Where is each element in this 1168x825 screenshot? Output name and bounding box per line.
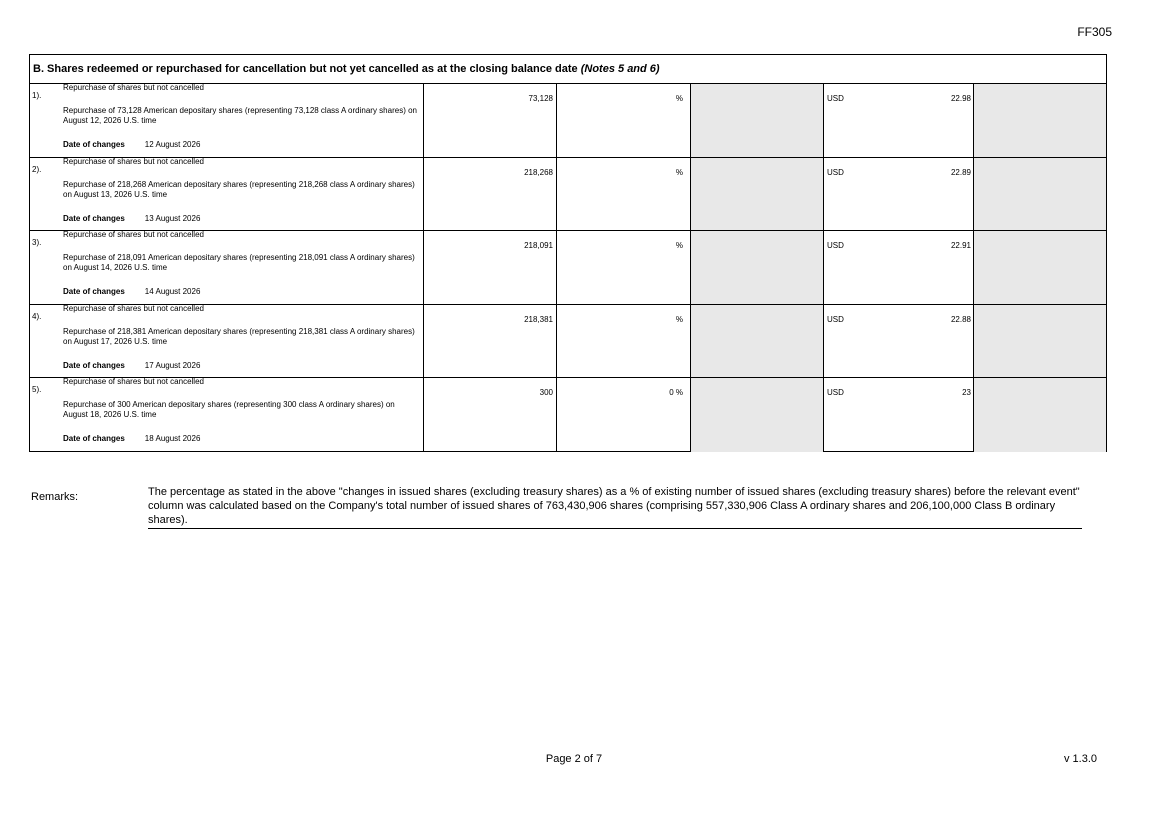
- price-value: 22.89: [950, 167, 971, 177]
- share-count: 218,268: [524, 167, 553, 177]
- date-of-changes: [63, 140, 200, 149]
- price-cell: [824, 231, 974, 304]
- date-of-changes: [63, 361, 200, 370]
- price-cell: [824, 305, 974, 378]
- price-value: 22.88: [950, 314, 971, 324]
- date-label: Date of changes: [63, 287, 125, 296]
- change-type: Repurchase of shares but not cancelled: [63, 303, 204, 313]
- shaded-cell: [974, 305, 1106, 378]
- date-label: Date of changes: [63, 434, 125, 443]
- currency: USD: [827, 314, 844, 324]
- percent-cell: [557, 305, 691, 378]
- share-count-cell: [424, 158, 557, 231]
- price-value: 22.98: [950, 94, 971, 103]
- percent-value: %: [675, 241, 683, 250]
- description-cell: [30, 305, 424, 378]
- share-count-cell: [424, 378, 557, 452]
- share-count-cell: [424, 231, 557, 304]
- section-title-text: B. Shares redeemed or repurchased for cancellation but not yet cancelled as at the closing balance date: [33, 63, 581, 75]
- share-count-cell: [424, 305, 557, 378]
- change-type: Repurchase of shares but not cancelled: [63, 83, 204, 92]
- row-index: 3).: [32, 238, 42, 247]
- shaded-cell: [691, 158, 824, 231]
- currency: USD: [827, 388, 844, 397]
- date-of-changes: [63, 434, 200, 443]
- date-of-changes: [63, 214, 200, 223]
- date-label: Date of changes: [63, 140, 125, 149]
- price-cell: [824, 158, 974, 231]
- shaded-cell: [691, 84, 824, 157]
- currency: USD: [827, 167, 844, 177]
- repurchase-section: [29, 54, 1107, 452]
- row-index: 1).: [32, 91, 42, 100]
- description-cell: [30, 158, 424, 231]
- date-label: Date of changes: [63, 213, 125, 223]
- change-detail: Repurchase of 218,091 American depositary shares (representing 218,091 class A ordinary shares) on August 14, 2026 U.S. time: [63, 253, 415, 272]
- row-index: 5).: [32, 385, 42, 394]
- price-cell: [824, 378, 974, 452]
- date-label: Date of changes: [63, 360, 125, 370]
- change-type: Repurchase of shares but not cancelled: [63, 156, 204, 166]
- price-value: 22.91: [950, 241, 971, 250]
- page-number: Page 2 of 7: [545, 753, 603, 765]
- row-index: 4).: [32, 311, 42, 321]
- version-label: v 1.3.0: [1063, 753, 1097, 765]
- price-value: 23: [962, 388, 971, 397]
- remarks-label: Remarks:: [31, 491, 79, 503]
- shaded-cell: [691, 305, 824, 378]
- change-detail: Repurchase of 300 American depositary shares (representing 300 class A ordinary shares) on August 18, 2026 U.S. time: [63, 400, 395, 419]
- section-title: [30, 55, 1106, 84]
- shaded-cell: [974, 231, 1106, 304]
- shaded-cell: [974, 378, 1106, 452]
- date-value: 18 August 2026: [144, 434, 201, 443]
- form-code: FF305: [1077, 25, 1112, 39]
- table-row: [30, 305, 1106, 379]
- percent-value: %: [675, 314, 683, 324]
- percent-cell: [557, 378, 691, 452]
- change-type: Repurchase of shares but not cancelled: [63, 377, 204, 386]
- shaded-cell: [974, 158, 1106, 231]
- change-detail: Repurchase of 218,381 American depositary shares (representing 218,381 class A ordinary shares) on August 17, 2026 U.S. time: [63, 326, 415, 346]
- table-row: [30, 158, 1106, 232]
- share-count-cell: [424, 84, 557, 157]
- row-index: 2).: [32, 164, 42, 174]
- shaded-cell: [691, 231, 824, 304]
- change-detail: Repurchase of 73,128 American depositary shares (representing 73,128 class A ordinary shares) on August 12, 2026 U.S. time: [63, 106, 417, 125]
- date-value: 17 August 2026: [144, 360, 201, 370]
- table-row: [30, 231, 1106, 305]
- share-count: 218,381: [524, 314, 553, 324]
- date-value: 14 August 2026: [144, 287, 201, 296]
- date-value: 12 August 2026: [144, 140, 201, 149]
- share-count: 300: [539, 388, 553, 397]
- description-cell: [30, 231, 424, 304]
- table-row: [30, 378, 1106, 452]
- description-cell: [30, 84, 424, 157]
- price-cell: [824, 84, 974, 157]
- currency: USD: [827, 94, 844, 103]
- percent-cell: [557, 231, 691, 304]
- percent-value: 0 %: [669, 388, 683, 397]
- section-title-notes: (Notes 5 and 6): [580, 63, 660, 75]
- table-row: [30, 84, 1106, 158]
- share-count: 73,128: [528, 94, 553, 103]
- percent-cell: [557, 158, 691, 231]
- percent-cell: [557, 84, 691, 157]
- date-value: 13 August 2026: [144, 213, 201, 223]
- change-detail: Repurchase of 218,268 American depositary shares (representing 218,268 class A ordinary shares) on August 13, 2026 U.S. time: [63, 179, 415, 199]
- currency: USD: [827, 241, 844, 250]
- shaded-cell: [691, 378, 824, 452]
- description-cell: [30, 378, 424, 452]
- percent-value: %: [675, 167, 683, 177]
- share-count: 218,091: [524, 241, 553, 250]
- change-type: Repurchase of shares but not cancelled: [63, 230, 204, 239]
- date-of-changes: [63, 287, 200, 296]
- shaded-cell: [974, 84, 1106, 157]
- remarks-text: The percentage as stated in the above "changes in issued shares (excluding treasury shares) as a % of existing number of issued shares (excluding treasury shares) before the relevant event" column was calculated based on the Company's total number of issued shares of 763,430,906 shares (comprising 557,330,906 Class A ordinary shares and 206,100,000 Class B ordinary shares).: [148, 485, 1082, 529]
- percent-value: %: [675, 94, 683, 103]
